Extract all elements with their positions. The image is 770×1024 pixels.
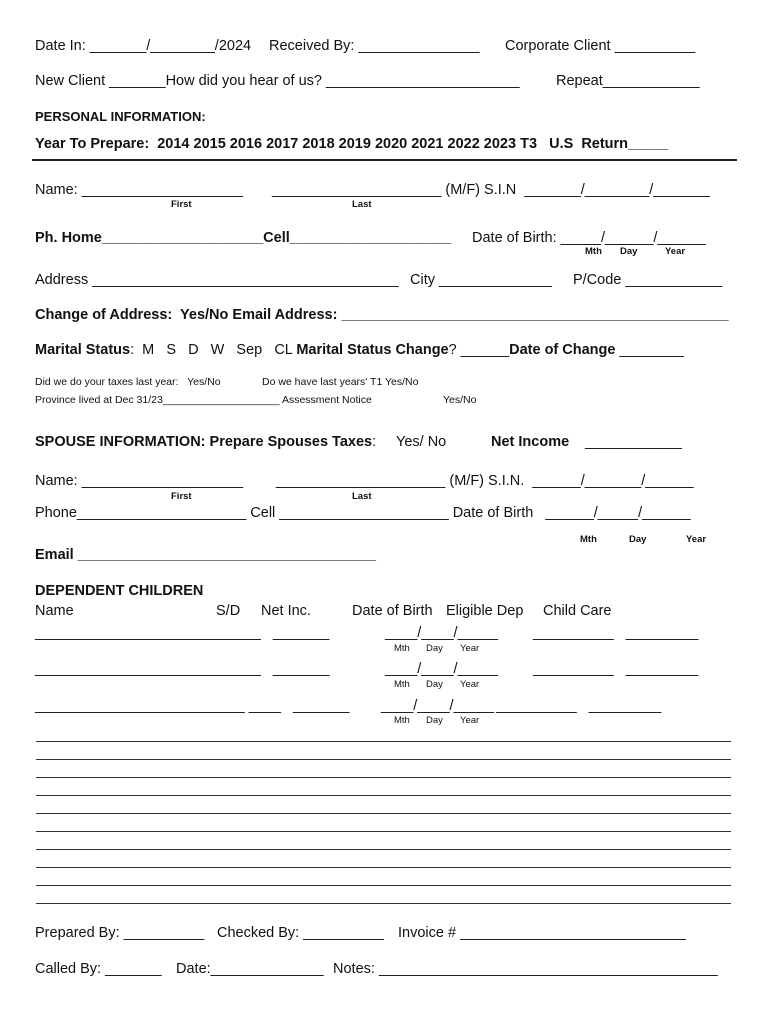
notes-line[interactable]: [36, 903, 731, 904]
col-eligible-dep: Eligible Dep: [446, 603, 524, 619]
child-row-1-dob[interactable]: ____/____/_____: [385, 625, 498, 641]
spouse-name-first-field[interactable]: Name: ____________________: [35, 473, 244, 489]
notes-line[interactable]: [36, 885, 731, 886]
last-years-t1-field[interactable]: Do we have last years' T1 Yes/No: [262, 376, 419, 388]
checked-by-field[interactable]: Checked By: __________: [217, 925, 384, 941]
year-to-prepare-field[interactable]: Year To Prepare: 2014 2015 2016 2017 2018 2019 2020 2021 2022 2023 T3 U.S Return_____: [35, 136, 669, 152]
child-row-1-name[interactable]: ____________________________ _______: [35, 625, 330, 641]
date-field[interactable]: Date:______________: [176, 961, 324, 977]
marital-change-label: Marital Status Change: [296, 342, 449, 358]
child-row-3-dob[interactable]: ____/____/_____: [381, 698, 494, 714]
postal-code-field[interactable]: P/Code ____________: [573, 272, 723, 288]
dependent-children-heading: DEPENDENT CHILDREN: [35, 583, 204, 599]
child-row-2-care[interactable]: __________ _________: [533, 661, 699, 677]
child-row-3-name[interactable]: __________________________ ____ _______: [35, 698, 350, 714]
date-in-field[interactable]: Date In: _______/________/2024: [35, 38, 252, 54]
notes-line[interactable]: [36, 849, 731, 850]
notes-line[interactable]: [36, 813, 731, 814]
spouse-info-heading: SPOUSE INFORMATION: Prepare Spouses Taxes: [35, 434, 373, 450]
address-field[interactable]: Address ______________________________________: [35, 272, 399, 288]
dob-field[interactable]: Date of Birth: _____/______/______: [472, 230, 706, 246]
marital-status-label: Marital Status: [35, 342, 131, 358]
child-row-2-year: Year: [460, 679, 480, 690]
col-child-care: Child Care: [543, 603, 612, 619]
net-income-field[interactable]: ____________: [585, 434, 682, 450]
child-row-3-year: Year: [460, 715, 480, 726]
marital-change-field[interactable]: ? ______: [448, 342, 510, 358]
spouse-email-field[interactable]: Email _____________________________________: [35, 547, 377, 563]
child-row-1-mth: Mth: [394, 643, 410, 654]
child-row-1-year: Year: [460, 643, 480, 654]
marital-status-row[interactable]: [35, 343, 684, 358]
notes-line[interactable]: [36, 777, 731, 778]
section-rule: [32, 159, 737, 161]
notes-field[interactable]: Notes: __________________________________________: [333, 961, 718, 977]
child-row-2-dob[interactable]: ____/____/_____: [385, 661, 498, 677]
col-net-inc: Net Inc.: [261, 603, 311, 619]
repeat-field[interactable]: Repeat____________: [556, 73, 700, 89]
date-of-change-label: Date of Change: [509, 342, 616, 358]
net-income-label: Net Income: [491, 434, 570, 450]
invoice-field[interactable]: Invoice # ____________________________: [398, 925, 686, 941]
phone-cell-field[interactable]: Ph. Home____________________Cell____________________: [35, 230, 452, 246]
spouse-day-caption: Day: [629, 534, 647, 545]
year-caption: Year: [665, 246, 686, 257]
province-field[interactable]: Province lived at Dec 31/23____________________ Assessment Notice: [35, 394, 372, 406]
child-row-3-day: Day: [426, 715, 443, 726]
spouse-last-caption: Last: [352, 491, 372, 502]
notes-line[interactable]: [36, 759, 731, 760]
col-date-of-birth: Date of Birth: [352, 603, 433, 619]
spouse-year-caption: Year: [686, 534, 707, 545]
corporate-client-field[interactable]: Corporate Client __________: [505, 38, 696, 54]
date-of-change-field[interactable]: ________: [615, 342, 684, 358]
assessment-notice-yes-no[interactable]: Yes/No: [443, 394, 477, 406]
name-last-sin-field[interactable]: _____________________ (M/F) S.I.N _______/________/_______: [272, 182, 710, 198]
name-first-field[interactable]: Name: ____________________: [35, 182, 244, 198]
spouse-phone-cell-dob-field[interactable]: Phone_____________________ Cell _____________________ Date of Birth ______/_____/______: [35, 505, 691, 521]
notes-line[interactable]: [36, 741, 731, 742]
called-by-field[interactable]: Called By: _______: [35, 961, 162, 977]
day-caption: Day: [620, 246, 638, 257]
received-by-field[interactable]: Received By: _______________: [269, 38, 480, 54]
prepare-spouse-yes-no[interactable]: : Yes/ No: [372, 434, 447, 450]
child-row-2-name[interactable]: ____________________________ _______: [35, 661, 330, 677]
child-row-1-day: Day: [426, 643, 443, 654]
spouse-first-caption: First: [171, 491, 192, 502]
notes-line[interactable]: [36, 867, 731, 868]
new-client-field[interactable]: New Client _______How did you hear of us? ________________________: [35, 73, 520, 89]
child-row-2-day: Day: [426, 679, 443, 690]
col-sd: S/D: [216, 603, 241, 619]
notes-line[interactable]: [36, 795, 731, 796]
change-address-email-field[interactable]: Change of Address: Yes/No Email Address: ________________________________________________: [35, 307, 729, 323]
child-row-2-mth: Mth: [394, 679, 410, 690]
first-caption: First: [171, 199, 192, 210]
city-field[interactable]: City ______________: [410, 272, 552, 288]
personal-info-heading: PERSONAL INFORMATION:: [35, 109, 206, 124]
mth-caption: Mth: [585, 246, 602, 257]
marital-status-options[interactable]: : M S D W Sep CL: [130, 342, 297, 358]
notes-line[interactable]: [36, 831, 731, 832]
prepared-by-field[interactable]: Prepared By: __________: [35, 925, 205, 941]
spouse-name-last-sin-field[interactable]: _____________________ (M/F) S.I.N. ______/_______/______: [276, 473, 694, 489]
col-name: Name: [35, 603, 74, 619]
last-caption: Last: [352, 199, 372, 210]
child-row-3-mth: Mth: [394, 715, 410, 726]
child-row-3-care[interactable]: __________ _________: [496, 698, 662, 714]
spouse-mth-caption: Mth: [580, 534, 597, 545]
child-row-1-care[interactable]: __________ _________: [533, 625, 699, 641]
taxes-last-year-field[interactable]: Did we do your taxes last year: Yes/No: [35, 376, 221, 388]
